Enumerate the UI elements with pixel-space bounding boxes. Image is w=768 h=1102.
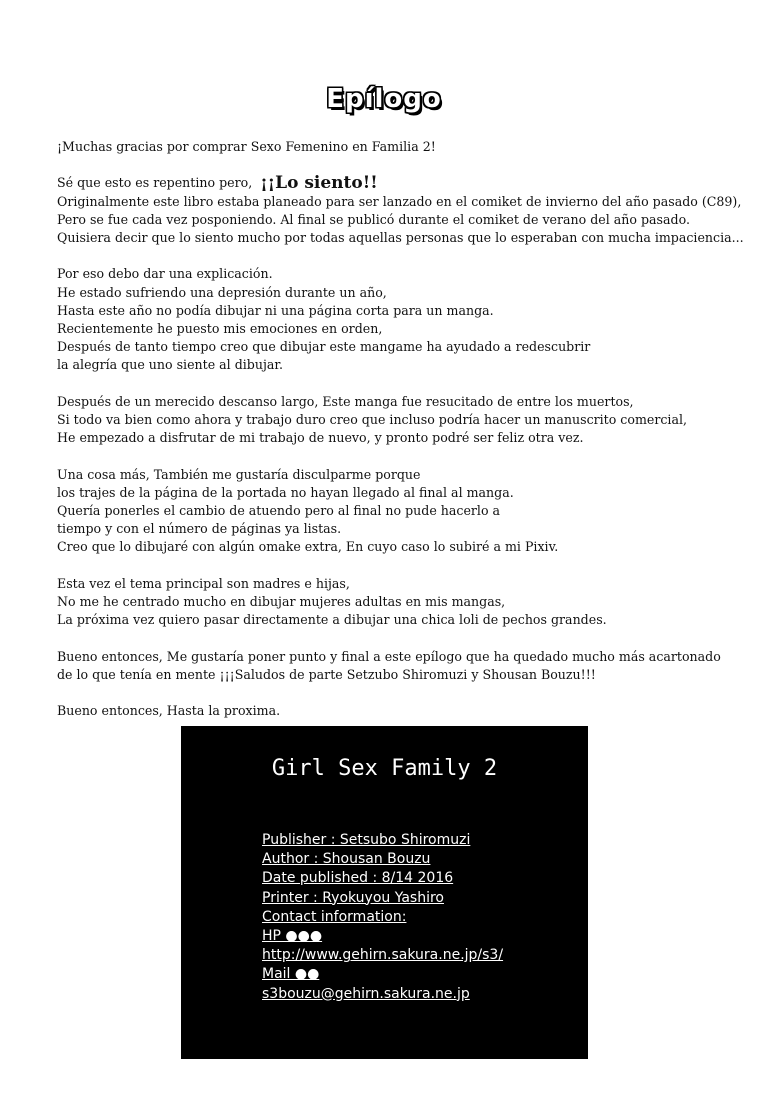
homepage-label: HP ●●● [262,928,323,945]
homepage-link[interactable]: http://www.gehirn.sakura.ne.jp/s3/ [262,947,504,964]
publisher-line: Publisher : Setsubo Shiromuzi [262,832,471,848]
text-line: No me he centrado mucho en dibujar mujeres adultas en mis mangas, [57,594,506,609]
paragraph [57,575,747,630]
text-line: Una cosa más, También me gustaría disculparme porque [57,466,421,482]
text-line: La próxima vez quiero pasar directamente a dibujar una chica loli de pechos grandes. [57,612,607,628]
text-line: Creo que lo dibujaré con algún omake extra, En cuyo caso lo subiré a mi Pixiv. [57,539,559,555]
mail-link[interactable]: s3bouzu@gehirn.sakura.ne.jp [262,985,470,1002]
text-line: Bueno entonces, Hasta la proxima. [57,703,281,719]
apology-exclamation: ¡¡Lo siento!! [260,173,378,194]
text-line: Bueno entonces, Me gustaría poner punto y final a este epílogo que ha quedado mucho más acartonado [57,648,721,664]
paragraph [57,138,747,156]
colophon-box [181,726,588,1059]
paragraph [57,174,747,247]
text-line: Pero se fue cada vez posponiendo. Al final se publicó durante el comiket de verano del año pasado. [57,211,690,227]
text-line: Quería ponerles el cambio de atuendo pero al final no pude hacerlo a [57,503,501,518]
contact-heading: Contact information: [262,908,407,925]
text-line: He empezado a disfrutar de mi trabajo de nuevo, y pronto podré ser feliz otra vez. [57,430,584,446]
paragraph [57,466,747,557]
page-title: Epílogo [326,84,442,114]
mail-label: Mail ●● [262,966,320,983]
text-line: Si todo va bien como ahora y trabajo duro creo que incluso podría hacer un manuscrito comercial, [57,412,687,427]
author-line: Author : Shousan Bouzu [262,851,431,868]
paragraph [57,648,747,684]
date-line: Date published : 8/14 2016 [262,870,454,887]
text-line: ¡Muchas gracias por comprar Sexo Femenino en Familia 2! [57,139,436,154]
text-line: Después de un merecido descanso largo, Este manga fue resucitado de entre los muertos, [57,393,634,409]
text-line: He estado sufriendo una depresión durante un año, [57,284,387,300]
paragraph [57,265,747,374]
colophon-list [262,831,503,1004]
text-line: Por eso debo dar una explicación. [57,266,273,282]
text-line: la alegría que uno siente al dibujar. [57,357,284,373]
text-line: Recientemente he puesto mis emociones en orden, [57,321,383,336]
colophon-title: Girl Sex Family 2 [271,756,498,781]
text-line: Después de tanto tiempo creo que dibujar este mangame ha ayudado a redescubrir [57,339,591,355]
paragraph [57,702,747,720]
apology-intro: Sé que esto es repentino pero, [57,175,253,191]
text-line: tiempo y con el número de páginas ya listas. [57,521,342,537]
paragraph [57,393,747,448]
text-line: Quisiera decir que lo siento mucho por todas aquellas personas que lo esperaban con mucha impaciencia... [57,230,744,245]
text-line: Hasta este año no podía dibujar ni una página corta para un manga. [57,302,494,318]
epilogue-body [57,138,747,739]
text-line: Esta vez el tema principal son madres e hijas, [57,575,350,591]
text-line: de lo que tenía en mente ¡¡¡Saludos de parte Setzubo Shiromuzi y Shousan Bouzu!!! [57,666,596,682]
apology-line [57,174,747,192]
text-line: los trajes de la página de la portada no hayan llegado al final al manga. [57,484,514,500]
printer-line: Printer : Ryokuyou Yashiro [262,889,444,906]
text-line: Originalmente este libro estaba planeado para ser lanzado en el comiket de invierno del año pasado (C89), [57,193,742,209]
